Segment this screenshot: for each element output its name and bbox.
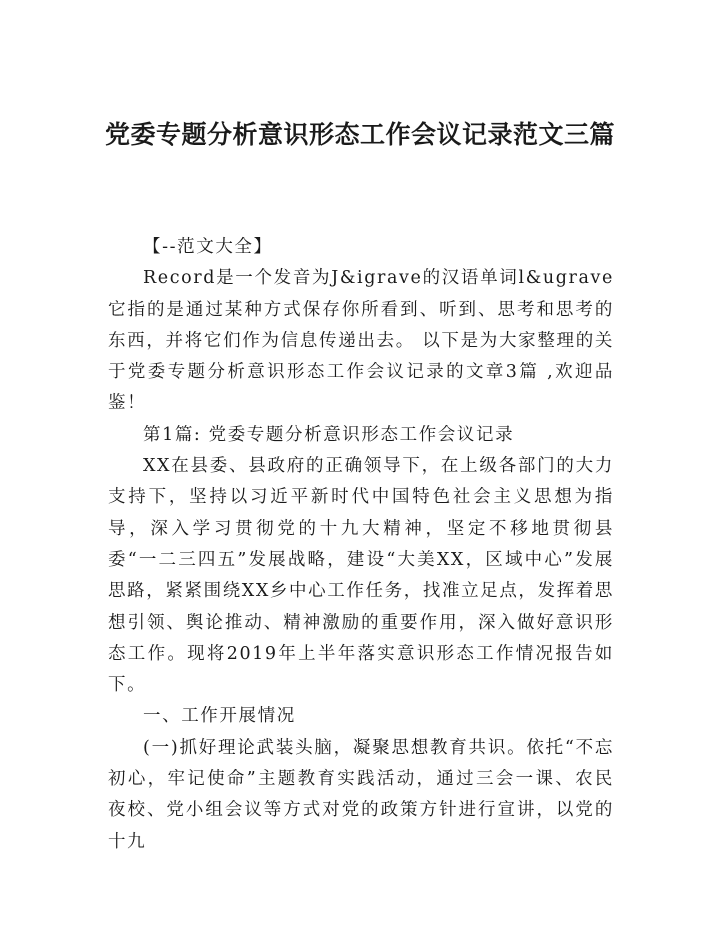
intro-paragraph: Record是一个发音为J&igrave的汉语单词l&ugrave它指的是通过某种方式保存你所看到、听到、思考和思考的东西，并将它们作为信息传递出去。 以下是为大家整理的关于党委专题分析意识形态工作会议记录的文章3篇 ,欢迎品鉴！ xyxy=(108,268,614,414)
category-tag: 【--范文大全】 xyxy=(143,237,273,257)
section-heading-article-1: 第1篇: 党委专题分析意识形态工作会议记录 xyxy=(143,424,515,445)
body-paragraph: XX在县委、县政府的正确领导下，在上级各部门的大力支持下，坚持以习近平新时代中国特色社会主义思想为指导，深入学习贯彻党的十九大精神，坚定不移地贯彻县委“一二三四五”发展战略，建设“大美XX，区域中心”发展思路，紧紧围绕XX乡中心工作任务，找准立足点，发挥着思想引领、舆论推动、精神激励的重要作用，深入做好意识形态工作。现将2019年上半年落实意识形态工作情况报告如下。 xyxy=(108,456,614,696)
document-body xyxy=(108,232,614,858)
body-paragraph: (一)抓好理论武装头脑，凝聚思想教育共识。依托“不忘初心，牢记使命”主题教育实践活动，通过三会一课、农民夜校、党小组会议等方式对党的政策方针进行宣讲，以党的十九 xyxy=(108,737,614,852)
document-title: 党委专题分析意识形态工作会议记录范文三篇 xyxy=(104,120,615,149)
section-heading-work-status: 一、工作开展情况 xyxy=(143,706,296,727)
